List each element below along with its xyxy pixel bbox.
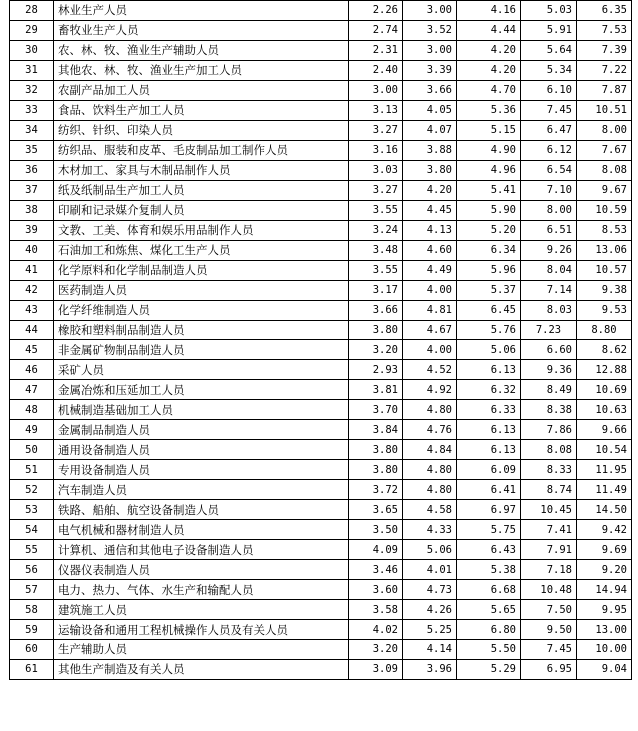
row-number-cell: 45	[10, 340, 54, 360]
table-row	[10, 60, 632, 80]
table-row	[10, 300, 632, 320]
occupation-name-cell: 计算机、通信和其他电子设备制造人员	[54, 540, 349, 560]
row-number-cell: 61	[10, 659, 54, 679]
value-cell-1: 3.66	[349, 300, 403, 320]
value-cell-3: 6.13	[457, 440, 521, 460]
value-cell-4: 5.34	[521, 60, 577, 80]
value-cell-1: 3.13	[349, 100, 403, 120]
value-cell-2: 5.25	[403, 620, 457, 640]
value-cell-1: 3.03	[349, 160, 403, 180]
value-cell-5: 7.53	[577, 20, 632, 40]
value-cell-5: 9.67	[577, 180, 632, 200]
table-row	[10, 180, 632, 200]
row-number-cell: 60	[10, 640, 54, 660]
value-cell-4: 9.50	[521, 620, 577, 640]
row-number-cell: 56	[10, 560, 54, 580]
value-cell-3: 5.37	[457, 280, 521, 300]
value-cell-3: 5.38	[457, 560, 521, 580]
value-cell-1: 3.16	[349, 140, 403, 160]
row-number-cell: 43	[10, 300, 54, 320]
value-cell-2: 3.66	[403, 80, 457, 100]
occupation-name-cell: 印刷和记录媒介复制人员	[54, 200, 349, 220]
value-cell-2: 4.73	[403, 580, 457, 600]
value-cell-3: 6.09	[457, 460, 521, 480]
value-cell-3: 6.68	[457, 580, 521, 600]
value-cell-4: 6.10	[521, 80, 577, 100]
value-cell-2: 4.01	[403, 560, 457, 580]
value-cell-1: 3.17	[349, 280, 403, 300]
row-number-cell: 35	[10, 140, 54, 160]
occupation-name-cell: 采矿人员	[54, 360, 349, 380]
row-number-cell: 47	[10, 380, 54, 400]
value-cell-5: 8.08	[577, 160, 632, 180]
table-row	[10, 100, 632, 120]
value-cell-5: 8.62	[577, 340, 632, 360]
value-cell-1: 3.50	[349, 520, 403, 540]
value-cell-1: 3.80	[349, 440, 403, 460]
value-cell-3: 5.20	[457, 220, 521, 240]
value-cell-2: 4.80	[403, 460, 457, 480]
table-row	[10, 659, 632, 679]
value-cell-4: 8.38	[521, 400, 577, 420]
value-cell-2: 4.14	[403, 640, 457, 660]
value-cell-1: 3.55	[349, 200, 403, 220]
occupation-name-cell: 金属制品制造人员	[54, 420, 349, 440]
occupation-name-cell: 木材加工、家具与木制品制作人员	[54, 160, 349, 180]
value-cell-5: 9.66	[577, 420, 632, 440]
value-cell-2: 4.92	[403, 380, 457, 400]
table-row	[10, 20, 632, 40]
value-cell-3: 4.20	[457, 40, 521, 60]
value-cell-4: 6.12	[521, 140, 577, 160]
occupation-name-cell: 建筑施工人员	[54, 600, 349, 620]
value-cell-4: 5.64	[521, 40, 577, 60]
value-cell-4: 6.60	[521, 340, 577, 360]
value-cell-5: 12.88	[577, 360, 632, 380]
row-number-cell: 58	[10, 600, 54, 620]
value-cell-5: 8.80	[577, 320, 632, 340]
table-row	[10, 80, 632, 100]
value-cell-1: 4.09	[349, 540, 403, 560]
value-cell-5: 8.53	[577, 220, 632, 240]
value-cell-3: 4.20	[457, 60, 521, 80]
value-cell-3: 6.33	[457, 400, 521, 420]
value-cell-3: 5.90	[457, 200, 521, 220]
occupation-name-cell: 橡胶和塑料制品制造人员	[54, 320, 349, 340]
value-cell-2: 3.39	[403, 60, 457, 80]
table-row	[10, 640, 632, 660]
value-cell-2: 4.05	[403, 100, 457, 120]
table-row	[10, 120, 632, 140]
value-cell-3: 5.96	[457, 260, 521, 280]
table-row	[10, 140, 632, 160]
occupation-name-cell: 纺织品、服装和皮革、毛皮制品加工制作人员	[54, 140, 349, 160]
value-cell-4: 7.18	[521, 560, 577, 580]
value-cell-4: 8.04	[521, 260, 577, 280]
row-number-cell: 53	[10, 500, 54, 520]
occupation-name-cell: 电力、热力、气体、水生产和输配人员	[54, 580, 349, 600]
value-cell-5: 7.87	[577, 80, 632, 100]
value-cell-2: 3.00	[403, 1, 457, 21]
value-cell-2: 5.06	[403, 540, 457, 560]
value-cell-2: 4.45	[403, 200, 457, 220]
row-number-cell: 42	[10, 280, 54, 300]
value-cell-5: 9.38	[577, 280, 632, 300]
value-cell-5: 9.95	[577, 600, 632, 620]
row-number-cell: 38	[10, 200, 54, 220]
value-cell-5: 9.69	[577, 540, 632, 560]
value-cell-1: 3.00	[349, 80, 403, 100]
value-cell-3: 6.13	[457, 420, 521, 440]
row-number-cell: 52	[10, 480, 54, 500]
value-cell-1: 3.84	[349, 420, 403, 440]
table-body	[10, 1, 632, 680]
occupation-name-cell: 通用设备制造人员	[54, 440, 349, 460]
value-cell-2: 4.76	[403, 420, 457, 440]
table-row	[10, 320, 632, 340]
value-cell-4: 8.74	[521, 480, 577, 500]
occupation-name-cell: 电气机械和器材制造人员	[54, 520, 349, 540]
occupation-name-cell: 医药制造人员	[54, 280, 349, 300]
row-number-cell: 32	[10, 80, 54, 100]
value-cell-2: 4.49	[403, 260, 457, 280]
value-cell-2: 4.84	[403, 440, 457, 460]
table-row	[10, 540, 632, 560]
table-row	[10, 600, 632, 620]
value-cell-1: 3.55	[349, 260, 403, 280]
value-cell-1: 4.02	[349, 620, 403, 640]
value-cell-5: 10.00	[577, 640, 632, 660]
value-cell-1: 2.31	[349, 40, 403, 60]
value-cell-3: 5.29	[457, 659, 521, 679]
occupation-name-cell: 化学原料和化学制品制造人员	[54, 260, 349, 280]
table-row	[10, 360, 632, 380]
occupation-name-cell: 畜牧业生产人员	[54, 20, 349, 40]
value-cell-3: 5.36	[457, 100, 521, 120]
row-number-cell: 59	[10, 620, 54, 640]
value-cell-3: 4.44	[457, 20, 521, 40]
value-cell-5: 13.00	[577, 620, 632, 640]
value-cell-1: 2.40	[349, 60, 403, 80]
value-cell-2: 4.26	[403, 600, 457, 620]
value-cell-4: 8.33	[521, 460, 577, 480]
value-cell-2: 4.20	[403, 180, 457, 200]
occupation-name-cell: 专用设备制造人员	[54, 460, 349, 480]
value-cell-1: 3.72	[349, 480, 403, 500]
value-cell-2: 4.33	[403, 520, 457, 540]
value-cell-1: 3.60	[349, 580, 403, 600]
value-cell-5: 9.53	[577, 300, 632, 320]
row-number-cell: 48	[10, 400, 54, 420]
value-cell-4: 10.48	[521, 580, 577, 600]
value-cell-3: 6.41	[457, 480, 521, 500]
value-cell-4: 9.36	[521, 360, 577, 380]
row-number-cell: 55	[10, 540, 54, 560]
value-cell-2: 3.52	[403, 20, 457, 40]
value-cell-5: 11.49	[577, 480, 632, 500]
value-cell-5: 11.95	[577, 460, 632, 480]
value-cell-5: 10.54	[577, 440, 632, 460]
value-cell-3: 5.76	[457, 320, 521, 340]
value-cell-3: 6.32	[457, 380, 521, 400]
value-cell-2: 3.80	[403, 160, 457, 180]
occupation-name-cell: 食品、饮料生产加工人员	[54, 100, 349, 120]
value-cell-4: 6.54	[521, 160, 577, 180]
value-cell-1: 3.81	[349, 380, 403, 400]
row-number-cell: 40	[10, 240, 54, 260]
value-cell-4: 7.86	[521, 420, 577, 440]
occupation-name-cell: 其他农、林、牧、渔业生产加工人员	[54, 60, 349, 80]
value-cell-2: 4.07	[403, 120, 457, 140]
occupation-name-cell: 运输设备和通用工程机械操作人员及有关人员	[54, 620, 349, 640]
table-row	[10, 580, 632, 600]
value-cell-1: 3.24	[349, 220, 403, 240]
value-cell-2: 3.88	[403, 140, 457, 160]
value-cell-4: 10.45	[521, 500, 577, 520]
value-cell-1: 3.27	[349, 180, 403, 200]
table-row	[10, 280, 632, 300]
value-cell-3: 4.96	[457, 160, 521, 180]
value-cell-4: 7.10	[521, 180, 577, 200]
occupation-name-cell: 农、林、牧、渔业生产辅助人员	[54, 40, 349, 60]
row-number-cell: 28	[10, 1, 54, 21]
value-cell-4: 7.14	[521, 280, 577, 300]
row-number-cell: 49	[10, 420, 54, 440]
value-cell-4: 8.00	[521, 200, 577, 220]
table-row	[10, 380, 632, 400]
value-cell-4: 6.51	[521, 220, 577, 240]
occupation-name-cell: 石油加工和炼焦、煤化工生产人员	[54, 240, 349, 260]
table-row	[10, 520, 632, 540]
value-cell-4: 8.08	[521, 440, 577, 460]
table-row	[10, 400, 632, 420]
row-number-cell: 51	[10, 460, 54, 480]
value-cell-3: 5.06	[457, 340, 521, 360]
value-cell-5: 7.39	[577, 40, 632, 60]
value-cell-2: 4.52	[403, 360, 457, 380]
table-row	[10, 500, 632, 520]
value-cell-5: 10.59	[577, 200, 632, 220]
table-row	[10, 480, 632, 500]
value-cell-1: 3.65	[349, 500, 403, 520]
occupation-name-cell: 生产辅助人员	[54, 640, 349, 660]
value-cell-5: 6.35	[577, 1, 632, 21]
table-row	[10, 40, 632, 60]
value-cell-5: 14.94	[577, 580, 632, 600]
occupation-name-cell: 仪器仪表制造人员	[54, 560, 349, 580]
row-number-cell: 29	[10, 20, 54, 40]
row-number-cell: 50	[10, 440, 54, 460]
value-cell-5: 8.00	[577, 120, 632, 140]
occupation-name-cell: 文教、工美、体育和娱乐用品制作人员	[54, 220, 349, 240]
value-cell-4: 7.45	[521, 100, 577, 120]
value-cell-1: 3.80	[349, 460, 403, 480]
table-row	[10, 420, 632, 440]
value-cell-3: 5.65	[457, 600, 521, 620]
value-cell-3: 6.80	[457, 620, 521, 640]
value-cell-4: 7.45	[521, 640, 577, 660]
occupation-name-cell: 机械制造基础加工人员	[54, 400, 349, 420]
value-cell-4: 7.41	[521, 520, 577, 540]
value-cell-4: 5.03	[521, 1, 577, 21]
table-row	[10, 240, 632, 260]
table-row	[10, 620, 632, 640]
table-row	[10, 340, 632, 360]
value-cell-3: 5.41	[457, 180, 521, 200]
value-cell-5: 7.22	[577, 60, 632, 80]
value-cell-4: 5.91	[521, 20, 577, 40]
occupation-name-cell: 汽车制造人员	[54, 480, 349, 500]
table-row	[10, 440, 632, 460]
occupation-name-cell: 非金属矿物制品制造人员	[54, 340, 349, 360]
value-cell-3: 6.97	[457, 500, 521, 520]
value-cell-3: 4.16	[457, 1, 521, 21]
value-cell-3: 6.34	[457, 240, 521, 260]
value-cell-1: 3.20	[349, 640, 403, 660]
value-cell-1: 3.20	[349, 340, 403, 360]
value-cell-4: 6.47	[521, 120, 577, 140]
value-cell-5: 10.51	[577, 100, 632, 120]
row-number-cell: 46	[10, 360, 54, 380]
occupation-name-cell: 农副产品加工人员	[54, 80, 349, 100]
occupation-name-cell: 铁路、船舶、航空设备制造人员	[54, 500, 349, 520]
value-cell-5: 9.20	[577, 560, 632, 580]
value-cell-2: 4.58	[403, 500, 457, 520]
value-cell-3: 6.43	[457, 540, 521, 560]
value-cell-4: 8.03	[521, 300, 577, 320]
row-number-cell: 39	[10, 220, 54, 240]
value-cell-5: 9.04	[577, 659, 632, 679]
value-cell-2: 3.00	[403, 40, 457, 60]
value-cell-4: 7.91	[521, 540, 577, 560]
value-cell-2: 4.00	[403, 340, 457, 360]
wage-table	[9, 0, 632, 680]
row-number-cell: 37	[10, 180, 54, 200]
value-cell-1: 2.93	[349, 360, 403, 380]
row-number-cell: 36	[10, 160, 54, 180]
value-cell-4: 8.49	[521, 380, 577, 400]
table-row	[10, 460, 632, 480]
value-cell-2: 4.13	[403, 220, 457, 240]
value-cell-3: 6.45	[457, 300, 521, 320]
occupation-name-cell: 纸及纸制品生产加工人员	[54, 180, 349, 200]
value-cell-3: 4.70	[457, 80, 521, 100]
value-cell-5: 10.63	[577, 400, 632, 420]
occupation-name-cell: 化学纤维制造人员	[54, 300, 349, 320]
value-cell-3: 4.90	[457, 140, 521, 160]
row-number-cell: 34	[10, 120, 54, 140]
row-number-cell: 57	[10, 580, 54, 600]
value-cell-5: 10.69	[577, 380, 632, 400]
row-number-cell: 54	[10, 520, 54, 540]
value-cell-2: 4.81	[403, 300, 457, 320]
value-cell-1: 3.58	[349, 600, 403, 620]
value-cell-5: 7.67	[577, 140, 632, 160]
value-cell-2: 4.00	[403, 280, 457, 300]
value-cell-1: 3.70	[349, 400, 403, 420]
table-row	[10, 260, 632, 280]
value-cell-1: 2.26	[349, 1, 403, 21]
value-cell-2: 4.67	[403, 320, 457, 340]
value-cell-5: 10.57	[577, 260, 632, 280]
row-number-cell: 33	[10, 100, 54, 120]
value-cell-3: 6.13	[457, 360, 521, 380]
value-cell-1: 2.74	[349, 20, 403, 40]
value-cell-5: 14.50	[577, 500, 632, 520]
row-number-cell: 30	[10, 40, 54, 60]
value-cell-1: 3.80	[349, 320, 403, 340]
value-cell-3: 5.50	[457, 640, 521, 660]
row-number-cell: 44	[10, 320, 54, 340]
value-cell-2: 3.96	[403, 659, 457, 679]
occupation-name-cell: 金属冶炼和压延加工人员	[54, 380, 349, 400]
value-cell-2: 4.60	[403, 240, 457, 260]
value-cell-5: 13.06	[577, 240, 632, 260]
value-cell-1: 3.48	[349, 240, 403, 260]
value-cell-5: 9.42	[577, 520, 632, 540]
table-row	[10, 200, 632, 220]
value-cell-4: 9.26	[521, 240, 577, 260]
occupation-name-cell: 其他生产制造及有关人员	[54, 659, 349, 679]
table-row	[10, 160, 632, 180]
value-cell-2: 4.80	[403, 480, 457, 500]
value-cell-3: 5.15	[457, 120, 521, 140]
value-cell-4: 6.95	[521, 659, 577, 679]
value-cell-1: 3.46	[349, 560, 403, 580]
table-row	[10, 560, 632, 580]
occupation-name-cell: 林业生产人员	[54, 1, 349, 21]
value-cell-1: 3.09	[349, 659, 403, 679]
value-cell-4: 7.50	[521, 600, 577, 620]
row-number-cell: 41	[10, 260, 54, 280]
table-row	[10, 220, 632, 240]
row-number-cell: 31	[10, 60, 54, 80]
occupation-name-cell: 纺织、针织、印染人员	[54, 120, 349, 140]
value-cell-3: 5.75	[457, 520, 521, 540]
value-cell-2: 4.80	[403, 400, 457, 420]
table-row	[10, 1, 632, 21]
value-cell-4: 7.23	[521, 320, 577, 340]
value-cell-1: 3.27	[349, 120, 403, 140]
